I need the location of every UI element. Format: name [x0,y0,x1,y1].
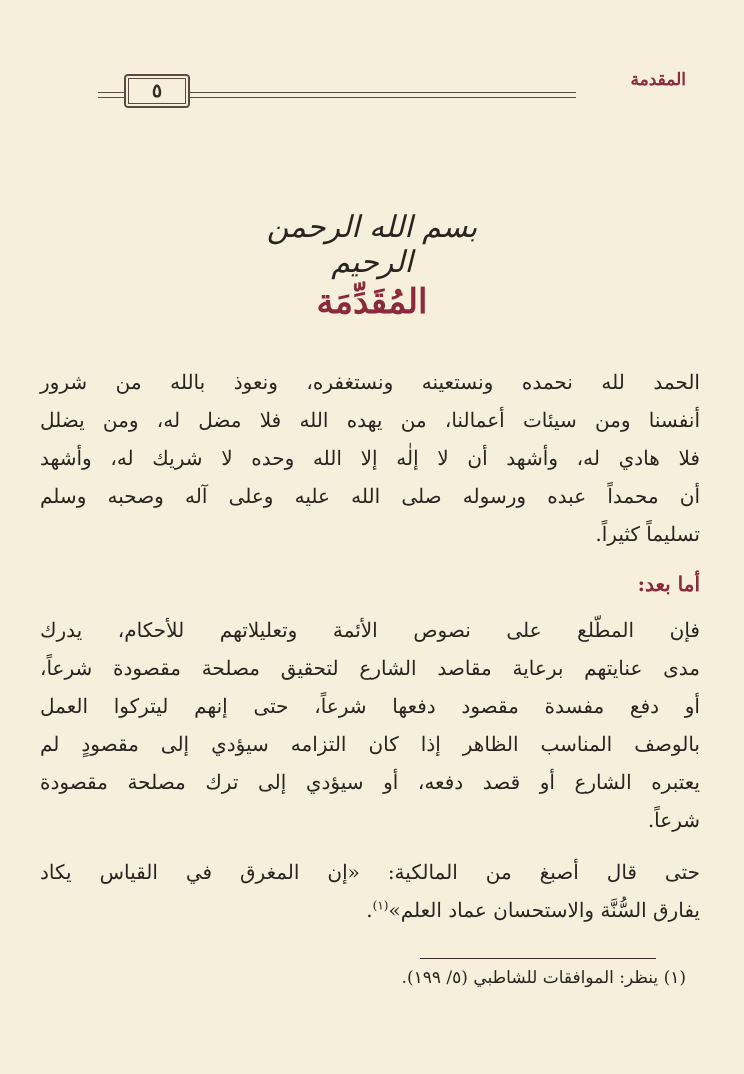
paragraph-line: أو دفع مفسدة مقصود دفعها شرعاً، حتى إنهم ليتركوا العمل [40,694,700,718]
header-rule-left [98,97,122,98]
paragraph-line: أنفسنا ومن سيئات أعمالنا، من يهده الله فلا مضل له، ومن يضلل [40,408,700,432]
ama-bad-label: أما بعد: [637,572,700,596]
paragraph-line: حتى قال أصبغ من المالكية: «إن المغرق في القياس يكاد [40,860,700,884]
paragraph-line: يعتبره الشارع أو قصد دفعه، أو سيؤدي إلى ترك مصلحة مقصودة [40,770,700,794]
paragraph-line: فلا هادي له، وأشهد أن لا إلٰه إلا الله وحده لا شريك له، وأشهد [40,446,700,470]
paragraph-line: أن محمداً عبده ورسوله صلى الله عليه وعلى آله وصحبه وسلم [40,484,700,508]
basmala-calligraphy [222,196,522,280]
basmala-text: بسم الله الرحمن الرحيم [266,210,478,280]
footnote: (١) ينظر: الموافقات للشاطبي (٥/ ١٩٩). [401,968,686,988]
sentence-end: . [366,898,373,922]
paragraph-line: شرعاً. [647,808,700,832]
paragraph-line: مدى عنايتهم برعاية مقاصد الشارع لتحقيق مصلحة مقصودة شرعاً، [40,656,700,680]
chapter-heading: المُقَدِّمَة [316,282,428,322]
paragraph-line: تسليماً كثيراً. [595,522,700,546]
header-rule-left [98,92,122,93]
paragraph-line: فإن المطّلع على نصوص الأئمة وتعليلاتهم للأحكام، يدرك [40,618,700,642]
paragraph-line: بالوصف المناسب الظاهر إذا كان التزامه سيؤدي إلى مقصودٍ لم [40,732,700,756]
page-number: ٥ [124,74,190,108]
paragraph-line: الحمد لله نحمده ونستعينه ونستغفره، ونعوذ بالله من شرور [40,370,700,394]
paragraph-line-last [366,898,700,922]
paragraph-text: يفارق السُّنَّة والاستحسان عماد العلم» [388,898,700,922]
running-head-title: المقدمة [630,70,686,90]
footnote-ref: (١) [372,898,389,913]
footnote-rule [420,958,656,959]
